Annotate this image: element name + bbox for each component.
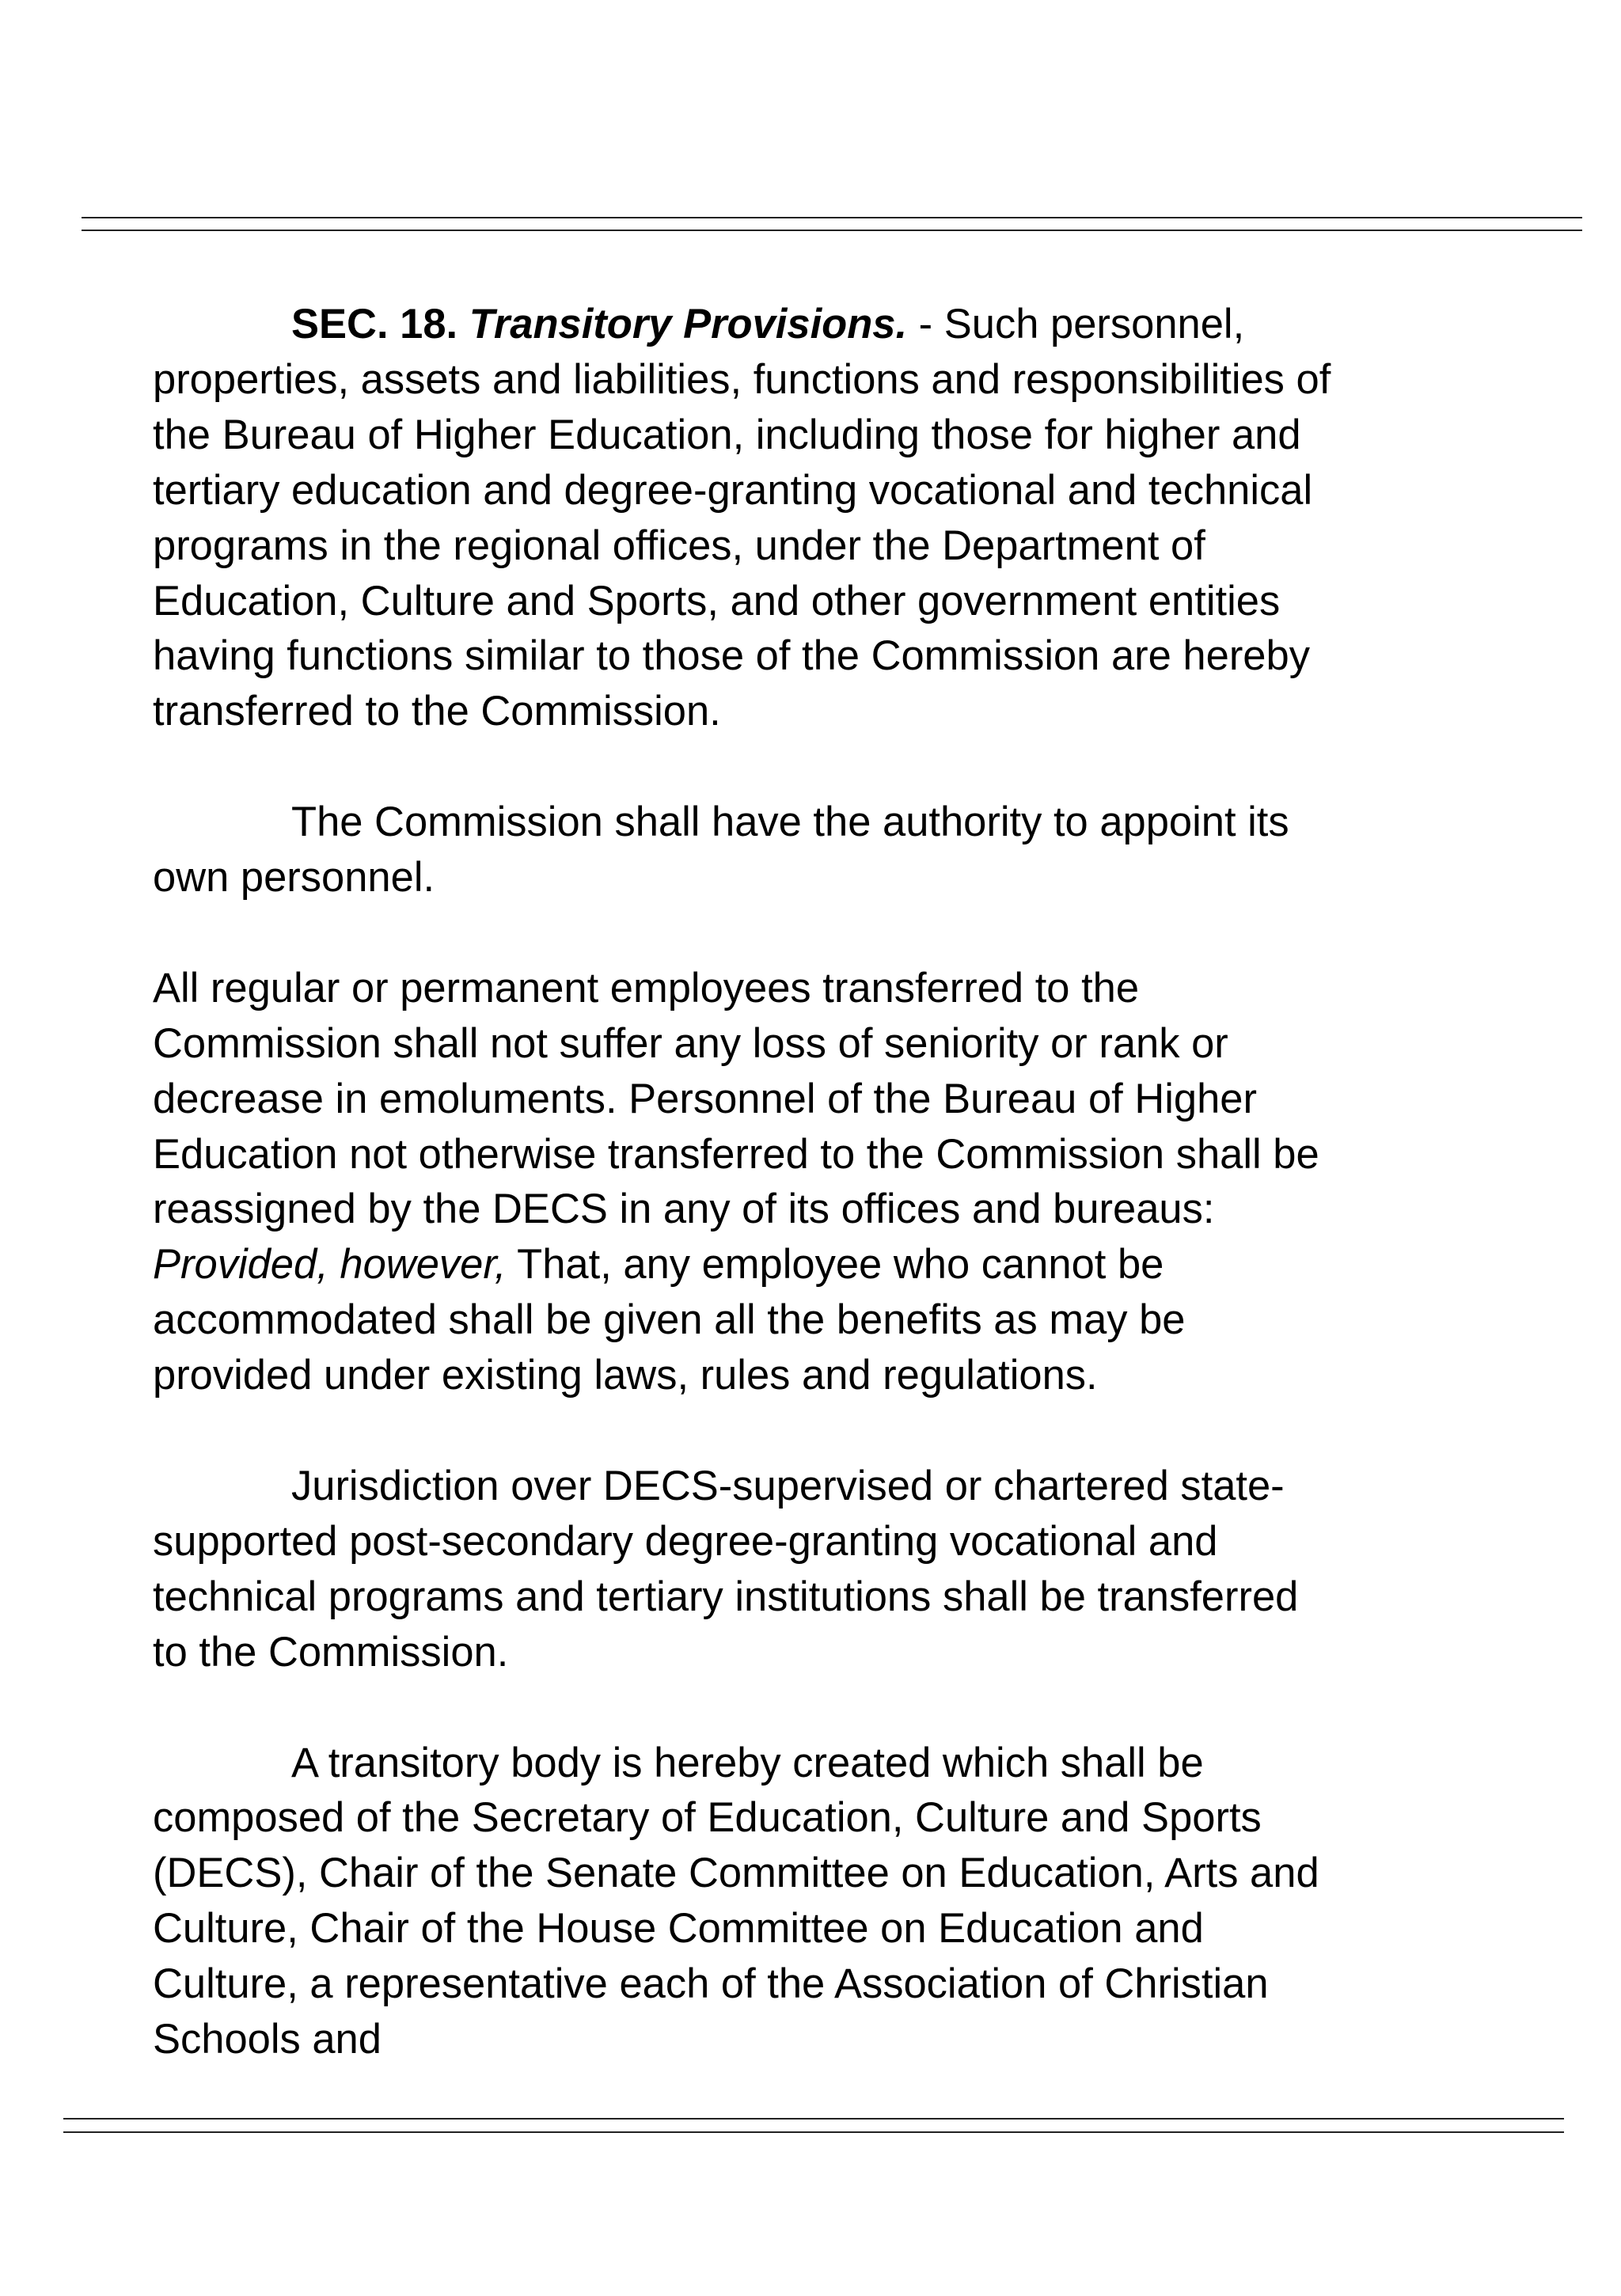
text-line: Commission shall not suffer any loss of seniority or rank or	[153, 1019, 1228, 1067]
text-line: Culture, Chair of the House Committee on Education and	[153, 1905, 1204, 1953]
text-line: supported post-secondary degree-granting vocational and	[153, 1517, 1218, 1565]
text-line: having functions similar to those of the Commission are hereby	[153, 632, 1310, 680]
bottom-rule-lower	[63, 2131, 1564, 2133]
text-line: Culture, a representative each of the Association of Christian	[153, 1960, 1269, 2008]
text-line-proviso	[153, 1237, 1514, 1292]
paragraph-jurisdiction	[153, 1459, 1514, 1680]
top-rule-lower	[82, 230, 1582, 231]
text-line: accommodated shall be given all the benefits as may be	[153, 1296, 1186, 1344]
bottom-rule-upper	[63, 2118, 1564, 2120]
paragraph-transitory-body	[153, 1736, 1514, 2067]
text-line: Education not otherwise transferred to the Commission shall be	[153, 1130, 1319, 1178]
text-line: The Commission shall have the authority to appoint its	[291, 799, 1289, 846]
section-intro-text: - Such personnel,	[907, 301, 1245, 347]
text-line: Education, Culture and Sports, and other government entities	[153, 577, 1281, 624]
paragraph-employee-transfer	[153, 961, 1514, 1403]
text-line: programs in the regional offices, under the Department of	[153, 522, 1205, 569]
text-line: All regular or permanent employees transferred to the	[153, 964, 1140, 1011]
top-rule-upper	[82, 217, 1582, 218]
text-line: properties, assets and liabilities, functions and responsibilities of	[153, 355, 1331, 403]
text-line: (DECS), Chair of the Senate Committee on Education, Arts and	[153, 1850, 1319, 1897]
text-line: to the Commission.	[153, 1628, 509, 1676]
text-line: composed of the Secretary of Education, Culture and Sports	[153, 1794, 1262, 1842]
text-line: tertiary education and degree-granting vocational and technical	[153, 466, 1313, 514]
section-number: SEC. 18.	[291, 301, 458, 347]
proviso-phrase: Provided, however,	[153, 1241, 507, 1288]
paragraph-appointment-authority	[153, 795, 1514, 905]
text-line: the Bureau of Higher Education, including those for higher and	[153, 411, 1301, 458]
text-line: own personnel.	[153, 854, 435, 901]
section-title: Transitory Provisions.	[469, 301, 908, 347]
text-line: A transitory body is hereby created which shall be	[291, 1739, 1204, 1786]
paragraph-section-18	[153, 297, 1514, 739]
text-line: Schools and	[153, 2016, 382, 2063]
text-line: Jurisdiction over DECS-supervised or chartered state-	[291, 1462, 1285, 1509]
text-line: reassigned by the DECS in any of its offices and bureaus:	[153, 1186, 1215, 1233]
text-line: decrease in emoluments. Personnel of the Bureau of Higher	[153, 1075, 1257, 1122]
text-line: technical programs and tertiary institutions shall be transferred	[153, 1573, 1299, 1620]
document-body	[153, 297, 1514, 2067]
text-line: provided under existing laws, rules and regulations.	[153, 1352, 1098, 1399]
text-line: transferred to the Commission.	[153, 688, 721, 735]
proviso-rest: That, any employee who cannot be	[506, 1241, 1164, 1288]
